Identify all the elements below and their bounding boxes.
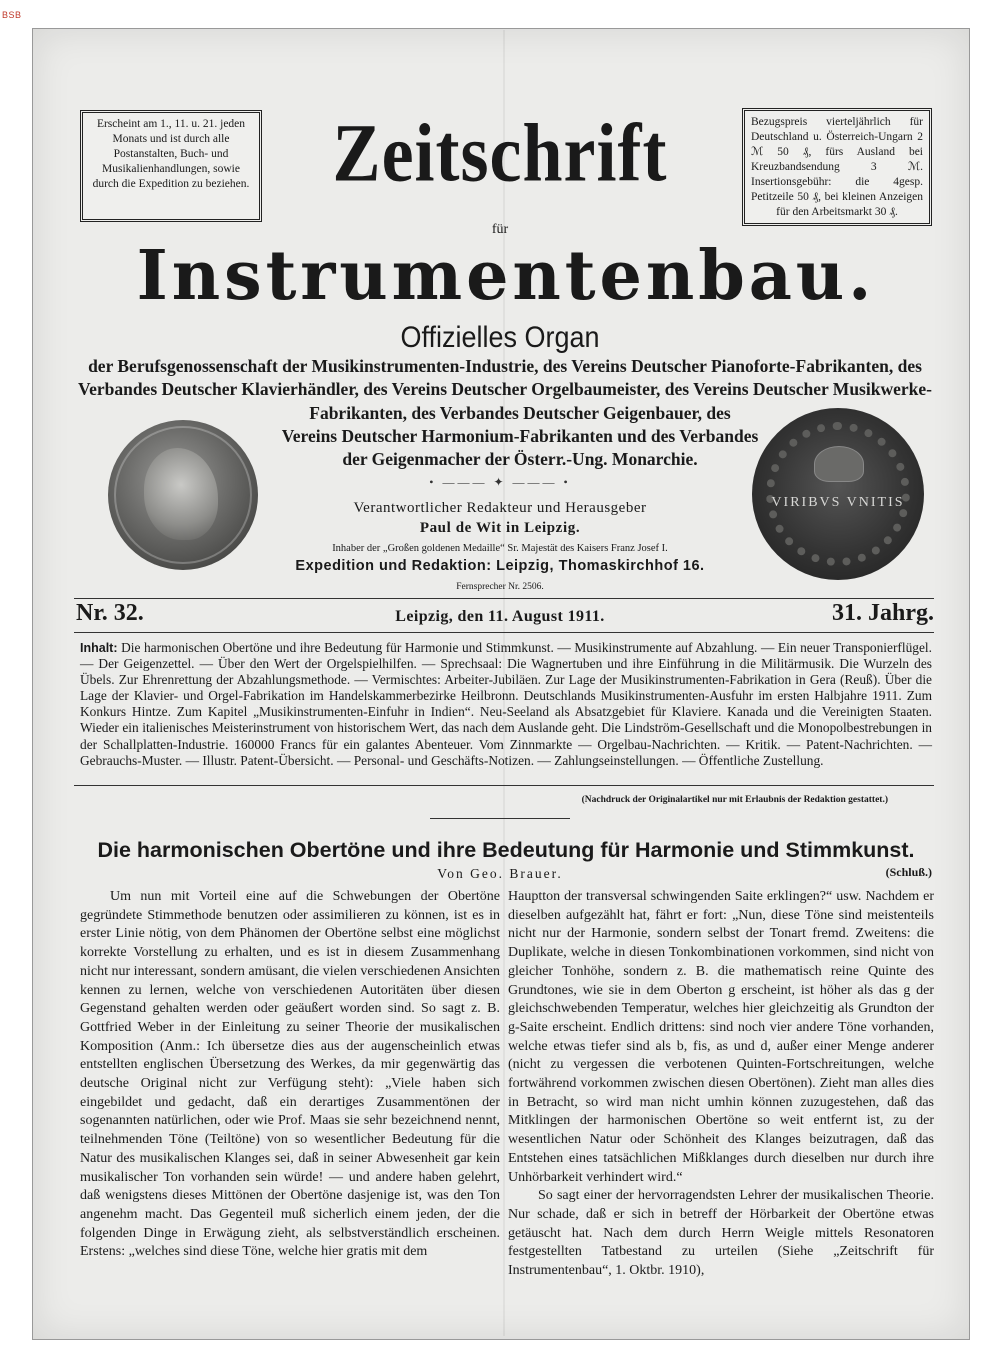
contents-text: Die harmonischen Obertöne und ihre Bedeutung für Harmonie und Stimmkunst. — Musikinstrumente auf Abzahlung. — Ein neuer Transponierflügel. — Der Geigenzettel. — Über den Wert der Orgelspielhilfen. — Sprechsaal: Die Wagnertuben und ihre Einführung in die Militärmusik. Die Wurzeln des Übels. Zur Ehrenrettung der Abzahlungsmethode. — Vermischtes: Arbeiter-Jubiläen. Zur Lage der Musikinstrumenten-Fabrikation in Gera (Reuß). Über die Lage der Klavier- und Orgel-Fabrikation im Handelskammerbezirke Heilbronn. Deutschlands Musikinstrumenten-Ausfuhr im ersten Halbjahre 1911. Zum Konkurs Hintze. Zum Kapitel „Musikinstrumenten-Einfuhr in Indien“. Neu-Seeland als Absatzgebiet für Klaviere. Kanada und die Vereinigten Staaten. Wieder ein italienisches Meisterinstrument von historischem Wert, das nach dem Auslande geht. Die Lindström-Gesellschaft und die Monopolbestrebungen in der Schallplatten-Industrie. 160000 Francs für ein galantes Abenteuer. Vom Zinnmarkte — Orgelbau-Nachrichten. — Kritik. — Patent-Nachrichten. — Gebrauchs-Muster. — Illustr. Patent-Übersicht. — Personal- und Geschäfts-Notizen. — Zahlungseinstellungen. — Öffentliche Zustellung. — [80, 640, 932, 768]
article-title: Die harmonischen Obertöne und ihre Bedeutung für Harmonie und Stimmkunst. — [97, 838, 915, 862]
library-watermark: BSB — [2, 10, 22, 20]
masthead-title-fuer: für — [491, 222, 509, 237]
issue-date: Leipzig, den 11. August 1911. — [395, 608, 605, 625]
viribus-unitis-medal-image — [752, 408, 924, 580]
subscription-price-box: Bezugspreis vierteljährlich für Deutschland u. Österreich-Ungarn 2 ℳ 50 ₰, fürs Ausland bei Kreuzbandsendung 3 ℳ. Insertionsgebühr: die 4gesp. Petitzeile 50 ₰, bei kleinen Anzeigen für den Arbeitsmarkt 30 ₰. — [742, 108, 932, 226]
member-associations-line2: Fabrikanten, des Verbandes Deutscher Geigenbauer, des Vereins Deutscher Harmonium-Fabrikanten und des Verbandes der Geigenmacher der Österr.-Ung. Monarchie. — [281, 403, 759, 469]
publication-info-box: Erscheint am 1., 11. u. 21. jeden Monats und ist durch alle Postanstalten, Buch- und Musikalienhandlungen, sowie durch die Expedition zu beziehen. — [80, 110, 262, 222]
editor-role: Verantwortlicher Redakteur und Herausgeber — [353, 500, 647, 516]
article-byline: Von Geo. Brauer. — [437, 866, 563, 881]
divider-contents — [74, 632, 934, 633]
article-column-right — [508, 888, 934, 1281]
official-organ-heading: Offizielles Organ — [400, 320, 600, 354]
table-of-contents — [80, 640, 932, 769]
member-associations-line1: der Berufsgenossenschaft der Musikinstrumenten-Industrie, des Vereins Deutscher Pianoforte-Fabrikanten, des Verbandes Deutscher Klavierhändler, des Vereins Deutscher Orgelbaumeister, des Vereins Deutscher Musikwerke- — [78, 356, 932, 399]
contents-label: Inhalt: — [80, 641, 118, 655]
divider-after-contents — [74, 785, 934, 786]
medal-motto: VIRIBVS VNITIS — [771, 495, 905, 510]
phone-number: Fernsprecher Nr. 2506. — [456, 582, 544, 592]
editor-name: Paul de Wit in Leipzig. — [419, 520, 581, 536]
divider-top — [74, 598, 934, 599]
article-column-left — [80, 888, 500, 1262]
short-rule — [430, 818, 570, 819]
article-paragraph: Um nun mit Vorteil eine auf die Schwebungen der Obertöne gegründete Stimmethode benutzen oder assimilieren zu können, ist es in erster Linie nötig, von dem Phänomen der Obertöne selbst eine möglichst korrekte Vorstellung zu erhalten, und es ist in diesem Zusammenhang nicht nur interessant, sondern amüsant, die vielen verschiedenen Ansichten kennen zu lernen, welche von verschiedenen Autoritäten über diesen Gegenstand gehalten werden oder geäußert worden sind. So sagt z. B. Gottfried Weber in der Einleitung zu seiner Theorie der musikalischen Komposition (Anm.: Ich übersetze dies aus der augenscheinlich etwas entstellten englischen Übersetzung des Werkes, da mir gegenwärtig das deutsche Original nicht zur Verfügung steht): „Viele haben sich eingebildet und gedacht, daß ein derartiges Zusammentönen der sogenannten natürlichen, oder wie Prof. Maas sie sehr bezeichnend nennt, teilnehmenden Töne (Teiltöne) von so wesentlicher Bedeutung für die Natur des musikalischen Klanges sei, daß in seiner Abwesenheit gar kein musikalischer Ton vorhanden sein würde! — und andere haben gelehrt, daß wenigstens dieses Mittönen der Obertöne dasjenige ist, was den Ton angenehm macht. Das Gegenteil muß sicherlich einem jeden, der die folgenden Dinge in Erwägung zieht, als selbstverständlich erscheinen. Erstens: „welches sind diese Töne, welche hier gratis mit dem — [80, 889, 500, 1260]
article-conclusion-mark: (Schluß.) — [885, 865, 932, 879]
volume-year: 31. Jahrg. — [832, 600, 934, 626]
masthead-title-zeitschrift: Zeitschrift — [332, 106, 668, 199]
expedition-address: Expedition und Redaktion: Leipzig, Thomaskirchhof 16. — [295, 558, 705, 574]
reprint-notice: (Nachdruck der Originalartikel nur mit Erlaubnis der Redaktion gestattet.) — [581, 795, 888, 805]
issue-number: Nr. 32. — [76, 600, 144, 626]
masthead-title-instrumentenbau: Instrumentenbau. — [136, 236, 876, 316]
article-paragraph: So sagt einer der hervorragendsten Lehrer der musikalischen Theorie. Nur schade, daß er sich in betreff der Hörbarkeit der Obertöne etwas getäuscht hat. Nach dem durch Herrn Weigle mittels Resonatoren festgestellten Tatbestand zu urteilen (Siehe „Zeitschrift für Instrumentenbau“, 1. Oktbr. 1910), — [508, 1188, 934, 1279]
award-notice: Inhaber der „Großen goldenen Medaille“ Sr. Majestät des Kaisers Franz Josef I. — [332, 543, 668, 554]
ornament-divider: • ——— ✦ ——— • — [429, 475, 571, 489]
article-paragraph: Hauptton der transversal schwingenden Saite erklingen?“ usw. Nachdem er dieselben aufgezählt hat, fährt er fort: „Nun, diese Töne sind meistenteils nicht nur der Harmonie, sondern selbst der Tonart fremd. Zweitens: die Duplikate, welche in diesen Tonkombinationen vorkommen, sind nicht von gleicher Tonhöhe, sondern z. B. die mathematisch reine Quinte des Grundtones, wie sie in dem Oberton g erscheint, ist höher als das g der gleichschwebenden Temperatur, welches hier gleichzeitig als Grundton der g-Saite erscheint. Endlich drittens: sind noch vier andere Töne vorhanden, welche etwas tiefer sind als b, fis, as und d, außer einer Menge anderer (nicht zu vergessen die verbotenen Quinten-Fortschreitungen, welche fortwährend vorkommen zwischen diesen Obertönen). Zieht man alles dies in Betracht, so wird man nicht umhin können zuzugestehen, daß das Mitklingen der harmonischen Obertöne so weit entfernt ist, zu der wesentlichen Natur oder Schönheit des Klanges beizutragen, daß das Entstehen eines tatsächlichen Mißklanges durch dieselben nur durch ihre Unhörbarkeit verhindert wird.“ — [508, 889, 934, 1185]
